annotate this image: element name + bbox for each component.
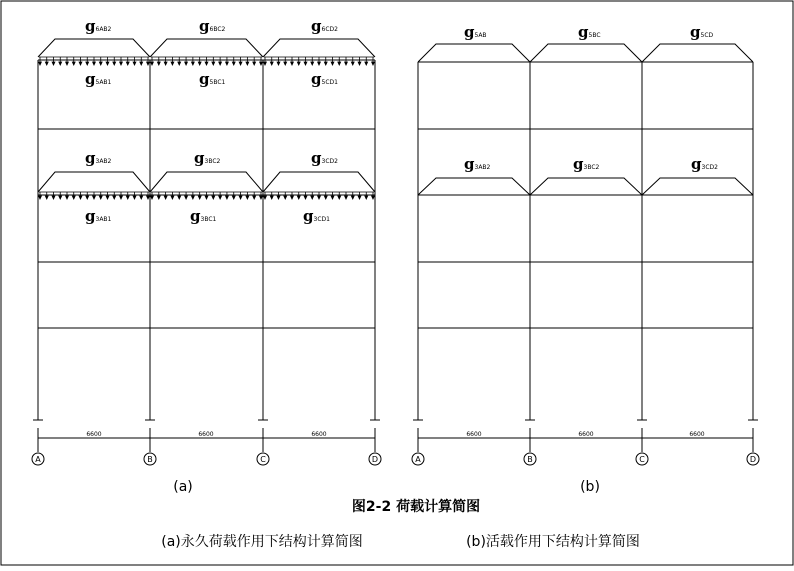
load-label-g6cd2: g6CD2 bbox=[311, 17, 338, 35]
axis-label: A bbox=[35, 455, 41, 464]
axis-label: C bbox=[639, 455, 645, 464]
axis-label: D bbox=[749, 455, 757, 464]
caption-b-description: (b)活载作用下结构计算简图 bbox=[466, 534, 640, 550]
axis-label: D bbox=[371, 455, 379, 464]
load-label-g3ab1: g3AB1 bbox=[85, 207, 112, 225]
load-label-g3ab2: g3AB2 bbox=[85, 149, 112, 167]
span-dimension: 6600 bbox=[86, 431, 102, 438]
span-dimension: 6600 bbox=[198, 431, 214, 438]
load-label-g3cd2: g3CD2 bbox=[311, 149, 338, 167]
load-label-g3bc1: g3BC1 bbox=[190, 207, 217, 225]
live-load-label-g5ab: g5AB bbox=[464, 23, 487, 41]
live-load-label-g5cd: g5CD bbox=[690, 23, 714, 41]
axis-label: C bbox=[260, 455, 266, 464]
span-dimension: 6600 bbox=[578, 431, 594, 438]
live-load-label-g5bc: g5BC bbox=[578, 23, 601, 41]
load-label-g3bc2: g3BC2 bbox=[194, 149, 221, 167]
axis-label: B bbox=[147, 455, 153, 464]
live-load-label-g3bc2: g3BC2 bbox=[573, 155, 600, 173]
caption-tag-b: (b) bbox=[580, 479, 600, 495]
load-label-g3cd1: g3CD1 bbox=[303, 207, 330, 225]
caption-tag-a: (a) bbox=[173, 479, 193, 495]
live-load-label-g3cd2: g3CD2 bbox=[691, 155, 718, 173]
load-label-g6bc2: g6BC2 bbox=[199, 17, 226, 35]
load-label-g5bc1: g5BC1 bbox=[199, 70, 226, 88]
caption-a-description: (a)永久荷载作用下结构计算简图 bbox=[161, 534, 363, 550]
axis-label: A bbox=[415, 455, 421, 464]
span-dimension: 6600 bbox=[689, 431, 705, 438]
span-dimension: 6600 bbox=[466, 431, 482, 438]
span-dimension: 6600 bbox=[311, 431, 327, 438]
drawing-border bbox=[1, 1, 793, 565]
figure-title: 图2-2 荷载计算简图 bbox=[351, 499, 481, 515]
load-label-g5cd1: g5CD1 bbox=[311, 70, 338, 88]
load-label-g6ab2: g6AB2 bbox=[85, 17, 112, 35]
axis-label: B bbox=[527, 455, 533, 464]
load-label-g5ab1: g5AB1 bbox=[85, 70, 112, 88]
live-load-label-g3ab2: g3AB2 bbox=[464, 155, 491, 173]
